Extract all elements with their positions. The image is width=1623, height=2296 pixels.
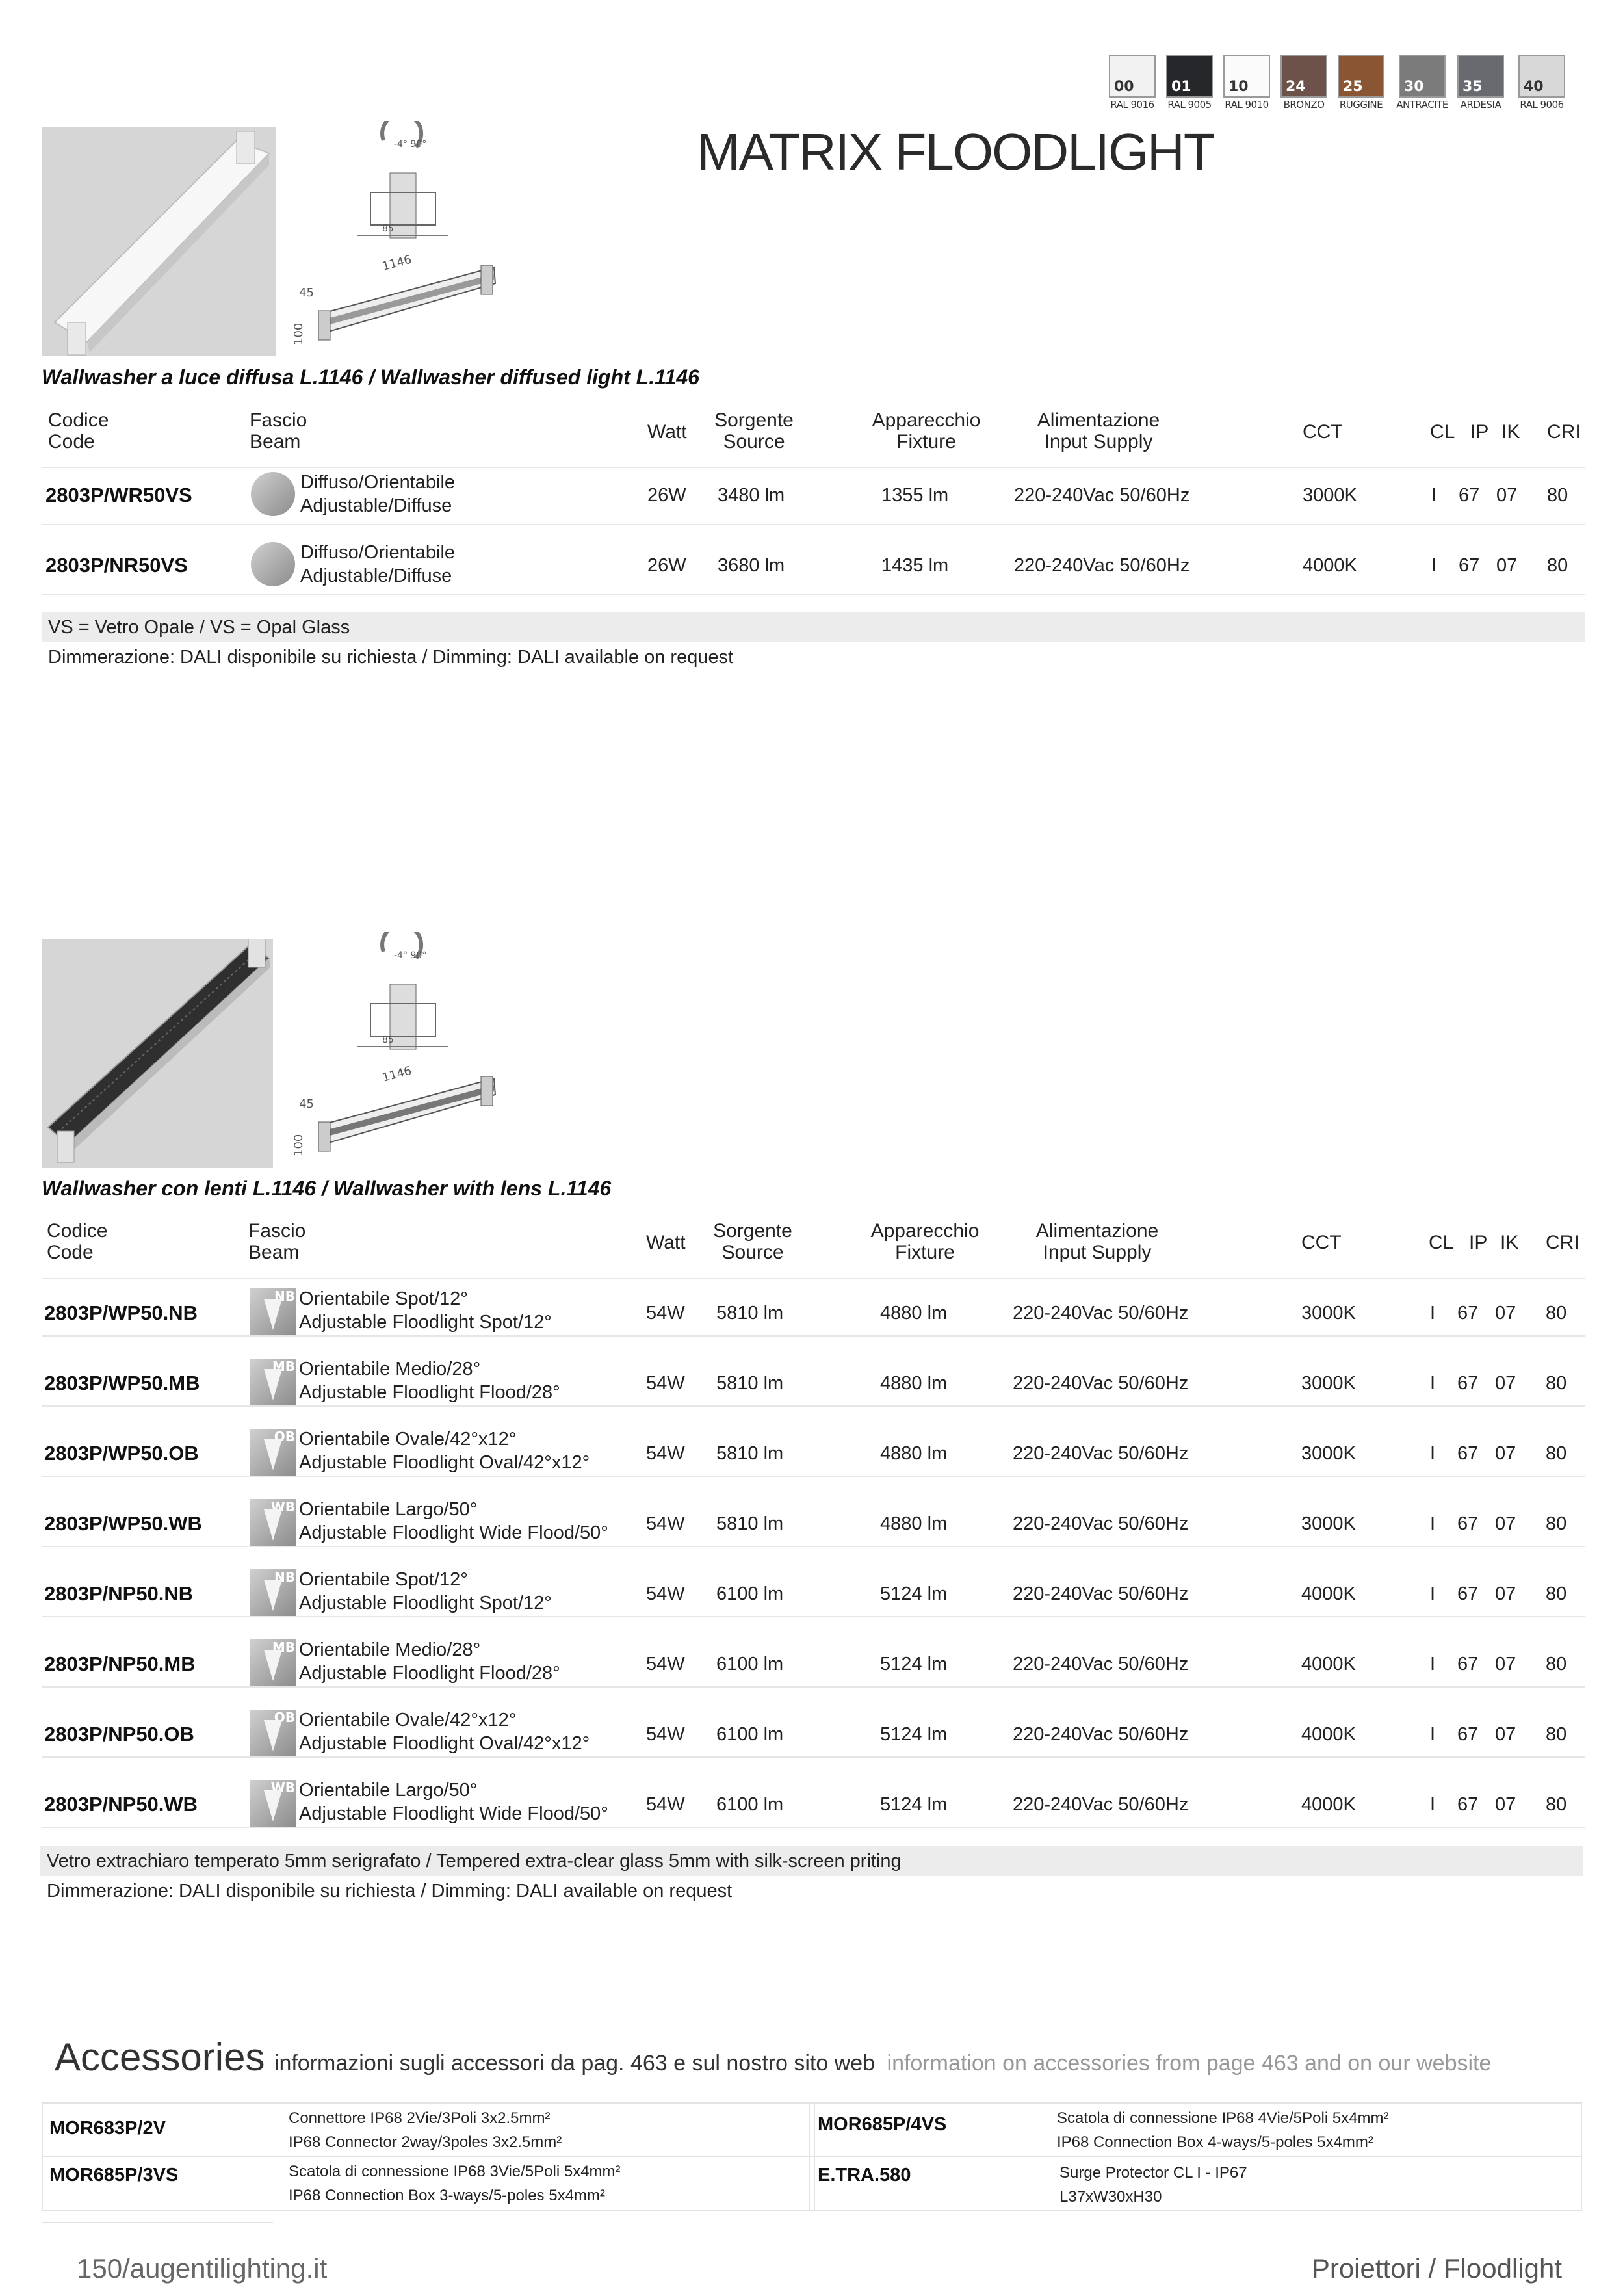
row-divider bbox=[42, 1546, 1585, 1547]
swatch-chip bbox=[1166, 55, 1213, 98]
swatch-code: 30 bbox=[1404, 79, 1424, 95]
accessory-description bbox=[1059, 2161, 1247, 2209]
ip: 67 bbox=[1457, 1303, 1479, 1324]
beam-cone bbox=[264, 1720, 282, 1751]
header-ip: IP bbox=[1469, 1232, 1488, 1253]
cct: 3000K bbox=[1303, 485, 1357, 506]
beam-en: Adjustable/Diffuse bbox=[300, 566, 452, 586]
beam-description bbox=[299, 1779, 608, 1825]
product-code: 2803P/WP50.MB bbox=[44, 1372, 200, 1394]
swatch-ral: ANTRACITE bbox=[1396, 99, 1448, 111]
table-row bbox=[0, 1773, 1623, 1844]
table-row bbox=[0, 1422, 1623, 1493]
accessory-desc-it: Surge Protector CL I - IP67 bbox=[1059, 2164, 1247, 2182]
cl: I bbox=[1430, 1443, 1436, 1464]
header-apparecchio: Apparecchio bbox=[870, 1220, 980, 1242]
header-source: Source bbox=[723, 431, 785, 452]
swatch-chip bbox=[1280, 55, 1327, 98]
table-row bbox=[0, 1352, 1623, 1422]
cl: I bbox=[1430, 1584, 1436, 1604]
header-codice: Codice bbox=[47, 1220, 108, 1242]
input-supply: 220-240Vac 50/60Hz bbox=[1013, 1373, 1189, 1394]
source-lumen: 3480 lm bbox=[718, 485, 785, 506]
swatch-code: 25 bbox=[1343, 79, 1363, 95]
beam-en: Adjustable Floodlight Spot/12° bbox=[299, 1593, 552, 1613]
cri: 80 bbox=[1546, 1724, 1567, 1745]
row-divider bbox=[42, 1756, 1585, 1758]
swatch-ral: BRONZO bbox=[1283, 99, 1325, 111]
beam-cone bbox=[264, 1369, 282, 1400]
product-code: 2803P/NP50.MB bbox=[44, 1652, 196, 1675]
beam-description bbox=[299, 1428, 590, 1474]
beam-cone bbox=[264, 1439, 282, 1470]
drawing-height-label: 100 bbox=[292, 322, 305, 345]
source-lumen: 5810 lm bbox=[716, 1443, 784, 1464]
wide-beam-icon bbox=[250, 1780, 296, 1827]
product-code: 2803P/NP50.OB bbox=[44, 1723, 194, 1745]
ip: 67 bbox=[1457, 1724, 1479, 1745]
header-fixture: Fixture bbox=[896, 431, 956, 452]
accessories-note-it: informazioni sugli accessori da pag. 463 e sul nostro sito web bbox=[274, 2051, 876, 2076]
fixture-lumen: 4880 lm bbox=[880, 1303, 948, 1324]
header-ip: IP bbox=[1470, 421, 1489, 443]
table-row bbox=[0, 1282, 1623, 1352]
input-supply: 220-240Vac 50/60Hz bbox=[1013, 1584, 1189, 1604]
swatch bbox=[1223, 55, 1270, 111]
medium-beam-icon bbox=[250, 1639, 296, 1686]
header-cct: CCT bbox=[1303, 421, 1343, 443]
ik: 07 bbox=[1495, 1443, 1516, 1464]
oval-beam-icon bbox=[250, 1429, 296, 1476]
swatch-ral: RAL 9016 bbox=[1110, 99, 1154, 111]
input-supply: 220-240Vac 50/60Hz bbox=[1014, 555, 1190, 576]
watt: 54W bbox=[646, 1443, 685, 1464]
header-cri: CRI bbox=[1546, 1232, 1579, 1253]
drawing-rotation-label: -4° 90° bbox=[394, 139, 427, 150]
cri: 80 bbox=[1547, 555, 1568, 576]
ik: 07 bbox=[1496, 555, 1518, 576]
beam-it: Orientabile Ovale/42°x12° bbox=[299, 1710, 517, 1730]
header-source: Source bbox=[721, 1242, 784, 1263]
fixture-lumen: 5124 lm bbox=[880, 1654, 948, 1675]
header-fascio: Fascio bbox=[248, 1220, 306, 1242]
technical-drawing-lens bbox=[286, 932, 507, 1166]
product-code: 2803P/WR50VS bbox=[45, 484, 192, 506]
cri: 80 bbox=[1546, 1654, 1567, 1675]
cri: 80 bbox=[1546, 1584, 1567, 1604]
ip: 67 bbox=[1457, 1443, 1479, 1464]
cct: 4000K bbox=[1301, 1794, 1356, 1815]
product-code: 2803P/WP50.NB bbox=[44, 1301, 198, 1324]
accessory-code: E.TRA.580 bbox=[818, 2165, 911, 2185]
accessory-desc-en: IP68 Connection Box 3-ways/5-poles 5x4mm² bbox=[289, 2187, 605, 2204]
drawing-height-label: 100 bbox=[292, 1134, 305, 1156]
header-beam: Beam bbox=[250, 431, 301, 452]
watt: 54W bbox=[646, 1584, 685, 1604]
product-code: 2803P/WP50.WB bbox=[44, 1512, 202, 1535]
ik: 07 bbox=[1495, 1584, 1516, 1604]
cct: 4000K bbox=[1301, 1654, 1356, 1675]
accessory-code: MOR685P/4VS bbox=[818, 2114, 947, 2135]
swatch-ral: RUGGINE bbox=[1339, 99, 1383, 111]
header-alimentazione: Alimentazione bbox=[1037, 410, 1160, 431]
swatch bbox=[1166, 55, 1213, 111]
row-divider bbox=[42, 1335, 1585, 1337]
wide-beam-icon bbox=[250, 1499, 296, 1546]
technical-drawing-diffused bbox=[286, 121, 507, 355]
beam-en: Adjustable Floodlight Spot/12° bbox=[299, 1312, 552, 1333]
source-lumen: 5810 lm bbox=[716, 1513, 784, 1534]
ik: 07 bbox=[1495, 1373, 1516, 1394]
row-divider bbox=[42, 1827, 1585, 1828]
ik: 07 bbox=[1495, 1513, 1516, 1534]
accessory-desc-en: L37xW30xH30 bbox=[1059, 2188, 1162, 2206]
beam-description bbox=[299, 1498, 608, 1545]
cri: 80 bbox=[1546, 1443, 1567, 1464]
section-title-lens: Wallwasher con lenti L.1146 / Wallwasher with lens L.1146 bbox=[42, 1177, 612, 1200]
header-watt: Watt bbox=[646, 1232, 686, 1253]
product-code: 2803P/NP50.WB bbox=[44, 1793, 198, 1816]
accessories-heading bbox=[55, 2035, 1491, 2080]
source-lumen: 6100 lm bbox=[716, 1584, 784, 1604]
cri: 80 bbox=[1546, 1794, 1567, 1815]
ik: 07 bbox=[1495, 1303, 1516, 1324]
header-sorgente: Sorgente bbox=[713, 1220, 792, 1242]
beam-description bbox=[300, 541, 455, 588]
swatch-ral: RAL 9006 bbox=[1520, 99, 1564, 111]
source-lumen: 5810 lm bbox=[716, 1373, 784, 1394]
beam-description bbox=[300, 471, 455, 517]
row-divider bbox=[42, 594, 1585, 595]
row-divider bbox=[42, 1476, 1585, 1477]
source-lumen: 6100 lm bbox=[716, 1794, 784, 1815]
diffuse-beam-icon bbox=[251, 542, 295, 586]
product-code: 2803P/NR50VS bbox=[45, 554, 188, 577]
beam-tag: NB bbox=[274, 1288, 295, 1304]
drawing-depth-label: 45 bbox=[299, 286, 314, 300]
accessory-code: MOR683P/2V bbox=[49, 2118, 166, 2139]
header-sorgente: Sorgente bbox=[714, 410, 794, 431]
beam-description bbox=[299, 1638, 560, 1685]
accessory-description bbox=[289, 2106, 562, 2154]
beam-cone bbox=[264, 1580, 282, 1611]
swatch-code: 01 bbox=[1171, 79, 1191, 95]
source-lumen: 6100 lm bbox=[716, 1724, 784, 1745]
beam-cone bbox=[264, 1299, 282, 1330]
accessory-desc-it: Connettore IP68 2Vie/3Poli 3x2.5mm² bbox=[289, 2109, 551, 2127]
beam-tag: MB bbox=[272, 1639, 295, 1655]
footer-page-url: 150/augentilighting.it bbox=[77, 2253, 328, 2284]
table-row bbox=[0, 1633, 1623, 1703]
drawing-length-label: 1146 bbox=[380, 1063, 413, 1085]
cct: 4000K bbox=[1303, 555, 1357, 576]
header-input-supply: Input Supply bbox=[1043, 1242, 1152, 1263]
beam-it: Diffuso/Orientabile bbox=[300, 472, 456, 493]
beam-en: Adjustable Floodlight Oval/42°x12° bbox=[299, 1733, 590, 1754]
cl: I bbox=[1430, 1654, 1436, 1675]
row-divider bbox=[42, 1686, 1585, 1688]
watt: 26W bbox=[647, 485, 686, 506]
swatch-ral: ARDESIA bbox=[1460, 99, 1501, 111]
section-title-diffused: Wallwasher a luce diffusa L.1146 / Wallwasher diffused light L.1146 bbox=[42, 365, 699, 389]
cri: 80 bbox=[1546, 1303, 1567, 1324]
cct: 3000K bbox=[1301, 1513, 1356, 1534]
source-lumen: 3680 lm bbox=[718, 555, 785, 576]
beam-cone bbox=[264, 1509, 282, 1541]
footer-section: Proiettori / Floodlight bbox=[1311, 2253, 1562, 2284]
beam-it: Orientabile Spot/12° bbox=[299, 1288, 468, 1309]
dimming-note: Dimmerazione: DALI disponibile su richiesta / Dimming: DALI available on request bbox=[48, 647, 734, 668]
swatch bbox=[1396, 55, 1448, 111]
cl: I bbox=[1430, 1724, 1436, 1745]
header-codice: Codice bbox=[48, 410, 109, 431]
ip: 67 bbox=[1457, 1654, 1479, 1675]
accessories-title: Accessories bbox=[55, 2035, 265, 2079]
cl: I bbox=[1430, 1303, 1436, 1324]
header-ik: IK bbox=[1501, 421, 1520, 443]
swatch-ral: RAL 9005 bbox=[1167, 99, 1212, 111]
cct: 3000K bbox=[1301, 1443, 1356, 1464]
swatch-chip bbox=[1338, 55, 1384, 98]
beam-en: Adjustable Floodlight Oval/42°x12° bbox=[299, 1452, 590, 1473]
beam-description bbox=[299, 1708, 590, 1755]
accessory-item bbox=[809, 2156, 1582, 2211]
footer-divider bbox=[42, 2222, 273, 2223]
accessory-item bbox=[42, 2156, 815, 2211]
source-lumen: 6100 lm bbox=[716, 1654, 784, 1675]
row-divider bbox=[42, 467, 1585, 468]
swatch-chip bbox=[1109, 55, 1156, 98]
swatch-ral: RAL 9010 bbox=[1225, 99, 1269, 111]
ik: 07 bbox=[1495, 1654, 1516, 1675]
header-watt: Watt bbox=[647, 421, 687, 443]
beam-en: Adjustable Floodlight Wide Flood/50° bbox=[299, 1803, 608, 1824]
ik: 07 bbox=[1496, 485, 1518, 506]
row-divider bbox=[42, 524, 1585, 525]
swatch-chip bbox=[1457, 55, 1504, 98]
row-divider bbox=[42, 1616, 1585, 1617]
swatch-code: 10 bbox=[1228, 79, 1249, 95]
beam-it: Orientabile Ovale/42°x12° bbox=[299, 1429, 517, 1450]
cl: I bbox=[1430, 1513, 1436, 1534]
ip: 67 bbox=[1457, 1584, 1479, 1604]
accessory-description bbox=[1057, 2106, 1389, 2154]
header-ik: IK bbox=[1500, 1232, 1519, 1253]
swatch-code: 35 bbox=[1462, 79, 1483, 95]
source-lumen: 5810 lm bbox=[716, 1303, 784, 1324]
input-supply: 220-240Vac 50/60Hz bbox=[1013, 1724, 1189, 1745]
accessory-desc-en: IP68 Connection Box 4-ways/5-poles 5x4mm² bbox=[1057, 2133, 1373, 2151]
table-row bbox=[0, 1563, 1623, 1633]
accessory-desc-it: Scatola di connessione IP68 4Vie/5Poli 5x4mm² bbox=[1057, 2109, 1389, 2127]
table-row bbox=[0, 1703, 1623, 1773]
beam-it: Orientabile Medio/28° bbox=[299, 1359, 481, 1379]
fixture-lumen: 5124 lm bbox=[880, 1794, 948, 1815]
beam-tag: NB bbox=[274, 1569, 295, 1585]
ip: 67 bbox=[1457, 1513, 1479, 1534]
diffuse-beam-icon bbox=[251, 472, 295, 516]
input-supply: 220-240Vac 50/60Hz bbox=[1013, 1443, 1189, 1464]
product-code: 2803P/WP50.OB bbox=[44, 1442, 199, 1465]
row-divider bbox=[42, 1278, 1585, 1279]
watt: 54W bbox=[646, 1724, 685, 1745]
product-code: 2803P/NP50.NB bbox=[44, 1582, 194, 1605]
beam-description bbox=[299, 1357, 560, 1404]
fixture-lumen: 1435 lm bbox=[881, 555, 949, 576]
beam-description bbox=[299, 1287, 552, 1334]
swatch-chip bbox=[1223, 55, 1270, 98]
beam-en: Adjustable/Diffuse bbox=[300, 495, 452, 516]
swatch-code: 00 bbox=[1114, 79, 1134, 95]
watt: 54W bbox=[646, 1794, 685, 1815]
cl: I bbox=[1431, 485, 1437, 506]
drawing-length-label: 1146 bbox=[380, 252, 413, 274]
beam-tag: MB bbox=[272, 1359, 295, 1374]
ip: 67 bbox=[1459, 555, 1480, 576]
swatch-chip bbox=[1518, 55, 1565, 98]
beam-it: Orientabile Largo/50° bbox=[299, 1499, 478, 1520]
header-beam: Beam bbox=[248, 1242, 300, 1263]
fixture-lumen: 4880 lm bbox=[880, 1443, 948, 1464]
swatch-code: 24 bbox=[1286, 79, 1306, 95]
row-divider bbox=[42, 1405, 1585, 1407]
watt: 26W bbox=[647, 555, 686, 576]
glass-note: Vetro extrachiaro temperato 5mm serigrafato / Tempered extra-clear glass 5mm with silk-screen priting bbox=[40, 1846, 1583, 1876]
header-cct: CCT bbox=[1301, 1232, 1342, 1253]
beam-cone bbox=[264, 1650, 282, 1681]
input-supply: 220-240Vac 50/60Hz bbox=[1013, 1513, 1189, 1534]
swatch bbox=[1109, 55, 1156, 111]
oval-beam-icon bbox=[250, 1710, 296, 1756]
technical-drawing-lens-graphic bbox=[286, 932, 507, 1166]
beam-it: Orientabile Medio/28° bbox=[299, 1639, 481, 1660]
header-cl: CL bbox=[1430, 421, 1455, 443]
beam-tag: WB bbox=[270, 1780, 295, 1795]
fixture-lumen: 4880 lm bbox=[880, 1513, 948, 1534]
cri: 80 bbox=[1546, 1373, 1567, 1394]
technical-drawing-diffused-graphic bbox=[286, 121, 507, 355]
dimming-note: Dimmerazione: DALI disponibile su richiesta / Dimming: DALI available on request bbox=[47, 1881, 733, 1901]
product-photo-lens bbox=[42, 939, 273, 1168]
drawing-depth-label: 45 bbox=[299, 1097, 314, 1111]
accessory-code: MOR685P/3VS bbox=[49, 2165, 179, 2185]
watt: 54W bbox=[646, 1303, 685, 1324]
ik: 07 bbox=[1495, 1724, 1516, 1745]
header-alimentazione: Alimentazione bbox=[1035, 1220, 1159, 1242]
beam-it: Orientabile Spot/12° bbox=[299, 1569, 468, 1590]
page-title: MATRIX FLOODLIGHT bbox=[697, 123, 1214, 181]
cl: I bbox=[1431, 555, 1437, 576]
product-photo-lens-graphic bbox=[42, 939, 273, 1168]
beam-tag: OB bbox=[274, 1429, 295, 1444]
beam-it: Orientabile Largo/50° bbox=[299, 1780, 478, 1801]
drawing-width-label: 85 bbox=[382, 224, 394, 234]
cri: 80 bbox=[1547, 485, 1568, 506]
drawing-width-label: 85 bbox=[382, 1035, 394, 1045]
swatch bbox=[1338, 55, 1384, 111]
beam-tag: WB bbox=[270, 1499, 295, 1515]
beam-en: Adjustable Floodlight Flood/28° bbox=[299, 1663, 560, 1684]
glass-note: VS = Vetro Opale / VS = Opal Glass bbox=[42, 612, 1585, 642]
input-supply: 220-240Vac 50/60Hz bbox=[1013, 1794, 1189, 1815]
fixture-lumen: 5124 lm bbox=[880, 1724, 948, 1745]
input-supply: 220-240Vac 50/60Hz bbox=[1013, 1303, 1189, 1324]
header-cri: CRI bbox=[1547, 421, 1581, 443]
swatch bbox=[1280, 55, 1327, 111]
accessory-item bbox=[809, 2102, 1582, 2157]
header-code: Code bbox=[48, 431, 95, 452]
cct: 4000K bbox=[1301, 1724, 1356, 1745]
cct: 3000K bbox=[1301, 1303, 1356, 1324]
swatch bbox=[1518, 55, 1565, 111]
header-input-supply: Input Supply bbox=[1044, 431, 1153, 452]
beam-description bbox=[299, 1568, 552, 1615]
medium-beam-icon bbox=[250, 1359, 296, 1405]
cl: I bbox=[1430, 1794, 1436, 1815]
cri: 80 bbox=[1546, 1513, 1567, 1534]
accessory-desc-en: IP68 Connector 2way/3poles 3x2.5mm² bbox=[289, 2133, 562, 2151]
ip: 67 bbox=[1459, 485, 1480, 506]
header-apparecchio: Apparecchio bbox=[872, 410, 981, 431]
narrow-beam-icon bbox=[250, 1288, 296, 1335]
fixture-lumen: 4880 lm bbox=[880, 1373, 948, 1394]
cct: 4000K bbox=[1301, 1584, 1356, 1604]
beam-en: Adjustable Floodlight Wide Flood/50° bbox=[299, 1522, 608, 1543]
ip: 67 bbox=[1457, 1373, 1479, 1394]
header-code: Code bbox=[47, 1242, 94, 1263]
header-fixture: Fixture bbox=[895, 1242, 955, 1263]
beam-en: Adjustable Floodlight Flood/28° bbox=[299, 1382, 560, 1403]
product-photo-diffused bbox=[42, 127, 276, 356]
beam-cone bbox=[264, 1790, 282, 1821]
watt: 54W bbox=[646, 1513, 685, 1534]
input-supply: 220-240Vac 50/60Hz bbox=[1013, 1654, 1189, 1675]
beam-tag: OB bbox=[274, 1710, 295, 1725]
accessories-note-en: information on accessories from page 463 and on our website bbox=[887, 2051, 1492, 2076]
ik: 07 bbox=[1495, 1794, 1516, 1815]
watt: 54W bbox=[646, 1654, 685, 1675]
narrow-beam-icon bbox=[250, 1569, 296, 1616]
accessory-item bbox=[42, 2102, 815, 2157]
fixture-lumen: 1355 lm bbox=[881, 485, 949, 506]
beam-it: Diffuso/Orientabile bbox=[300, 542, 456, 563]
watt: 54W bbox=[646, 1373, 685, 1394]
swatch bbox=[1457, 55, 1504, 111]
drawing-rotation-label: -4° 90° bbox=[394, 950, 427, 961]
accessory-description bbox=[289, 2159, 621, 2208]
table-row bbox=[0, 1493, 1623, 1563]
header-cl: CL bbox=[1429, 1232, 1454, 1253]
input-supply: 220-240Vac 50/60Hz bbox=[1014, 485, 1190, 506]
product-photo-diffused-graphic bbox=[42, 127, 276, 356]
cct: 3000K bbox=[1301, 1373, 1356, 1394]
header-fascio: Fascio bbox=[250, 410, 307, 431]
cl: I bbox=[1430, 1373, 1436, 1394]
swatch-code: 40 bbox=[1524, 79, 1544, 95]
fixture-lumen: 5124 lm bbox=[880, 1584, 948, 1604]
swatch-chip bbox=[1399, 55, 1446, 98]
ip: 67 bbox=[1457, 1794, 1479, 1815]
accessory-desc-it: Scatola di connessione IP68 3Vie/5Poli 5x4mm² bbox=[289, 2163, 621, 2180]
